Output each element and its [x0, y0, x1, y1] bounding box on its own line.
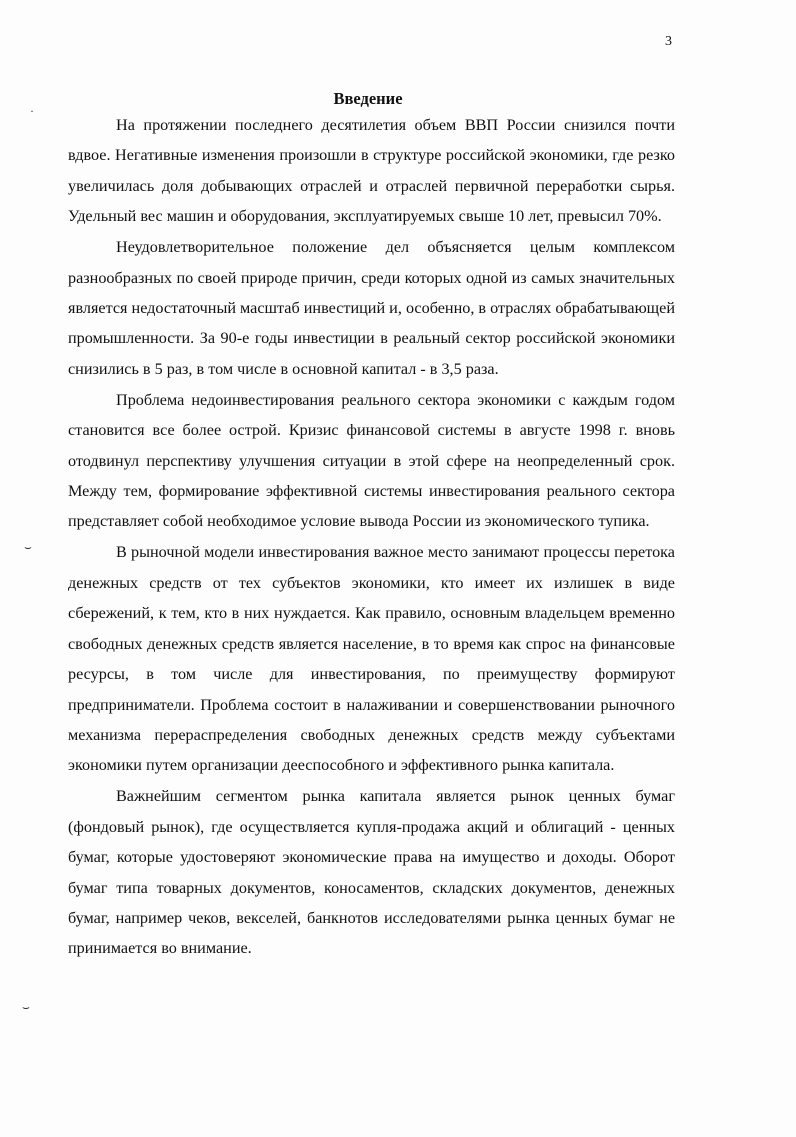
- scan-mark: ⌣: [22, 1000, 30, 1014]
- scan-mark: ⌣: [24, 540, 32, 554]
- paragraph: Неудовлетворительное положение дел объясняется целым комплексом разнообразных по своей природе причин, среди которых одной из самых значительных является недостаточный масштаб инвестиций и, особенно, в отраслях обрабатывающей промышленности. За 90-е годы инвестиции в реальный сектор российской экономики снизились в 5 раз, в том числе в основной капитал - в 3,5 раза.: [68, 238, 675, 378]
- paragraph: На протяжении последнего десятилетия объем ВВП России снизился почти вдвое. Негативные изменения произошли в структуре российской экономики, где резко увеличилась доля добывающих отраслей и отраслей первичной переработки сырья. Удельный вес машин и оборудования, эксплуатируемых свыше 10 лет, превысил 70%.: [68, 116, 675, 226]
- page-number: 3: [665, 34, 672, 49]
- body-text: [68, 110, 675, 964]
- paragraph: Важнейшим сегментом рынка капитала является рынок ценных бумаг (фондовый рынок), где осуществляется купля-продажа акций и облигаций - ценных бумаг, которые удостоверяют экономические права на имущество и доходы. Оборот бумаг типа товарных документов, коносаментов, складских документов, денежных бумаг, например чеков, векселей, банкнотов исследователями рынка ценных бумаг не принимается во внимание.: [68, 787, 675, 958]
- paragraph: Проблема недоинвестирования реального сектора экономики с каждым годом становится все более острой. Кризис финансовой системы в августе 1998 г. вновь отодвинул перспективу улучшения ситуации в этой сфере на неопределенный срок. Между тем, формирование эффективной системы инвестирования реального сектора представляет собой необходимое условие вывода России из экономического тупика.: [68, 390, 675, 531]
- scan-mark: ·: [30, 104, 34, 118]
- section-heading: Введение: [333, 89, 403, 108]
- paragraph: В рыночной модели инвестирования важное место занимают процессы перетока денежных средств от тех субъектов экономики, кто имеет их излишек в виде сбережений, к тем, кто в них нуждается. Как правило, основным владельцем временно свободных денежных средств является население, в то время как спрос на финансовые ресурсы, в том числе для инвестирования, по преимуществу формируют предприниматели. Проблема состоит в налаживании и совершенствовании рыночного механизма перераспределения свободных денежных средств между субъектами экономики путем организации дееспособного и эффективного рынка капитала.: [68, 543, 675, 775]
